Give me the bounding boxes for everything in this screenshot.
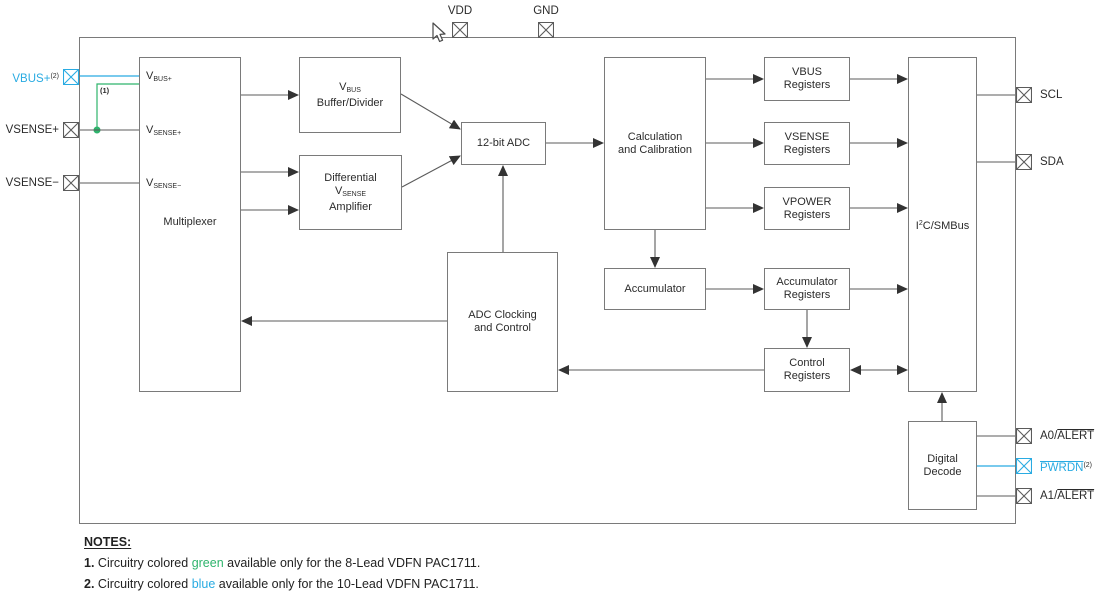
pin-label-a1-alert: A1/ALERT (1040, 490, 1095, 502)
block-vbus-buffer-divider: $V_{BUS}$ Buffer/Divider (299, 57, 401, 133)
pin-vbus-plus (63, 69, 79, 85)
block-vbus-registers: VBUS Registers (764, 57, 850, 101)
green-wire-note-ref: (1) (100, 86, 110, 95)
mux-input-vbus: $V_{BUS+}$ (146, 70, 172, 83)
pin-label-a0-alert: A0/ALERT (1040, 430, 1095, 442)
pin-a1-alert (1016, 488, 1032, 504)
pin-vsense-plus (63, 122, 79, 138)
pin-scl (1016, 87, 1032, 103)
pin-gnd (538, 22, 554, 38)
note-2: 2. Circuitry colored blue available only for the 10-Lead VDFN PAC1711. (84, 577, 479, 591)
block-multiplexer (139, 57, 241, 392)
pin-label-gnd: GND (533, 5, 559, 17)
pin-label-vdd: VDD (447, 5, 473, 17)
multiplexer-label: Multiplexer (163, 216, 217, 228)
pin-pwrdn (1016, 458, 1032, 474)
block-calculation-calibration: Calculation and Calibration (604, 57, 706, 230)
pin-label-vbus-plus: VBUS+$^{(2)}$ (12, 73, 59, 85)
mux-input-vsense-plus: $V_{SENSE+}$ (146, 124, 182, 137)
pin-sda (1016, 154, 1032, 170)
block-i2c-smbus: $I^2C$/SMBus (908, 57, 977, 392)
note-1: 1. Circuitry colored green available only for the 8-Lead VDFN PAC1711. (84, 556, 481, 570)
block-accumulator-registers: Accumulator Registers (764, 268, 850, 310)
block-control-registers: Control Registers (764, 348, 850, 392)
block-differential-vsense-amplifier: Differential $V_{SENSE}$ Amplifier (299, 155, 402, 230)
pin-vdd (452, 22, 468, 38)
block-digital-decode: Digital Decode (908, 421, 977, 510)
pin-label-scl: SCL (1040, 89, 1063, 101)
pin-label-sda: SDA (1040, 156, 1064, 168)
block-vpower-registers: VPOWER Registers (764, 187, 850, 230)
pin-label-vsense-minus: VSENSE− (5, 177, 59, 189)
pin-label-pwrdn: PWRDN$^{(2)}$ (1040, 462, 1093, 474)
pin-label-vsense-plus: VSENSE+ (5, 124, 59, 136)
block-accumulator: Accumulator (604, 268, 706, 310)
block-vsense-registers: VSENSE Registers (764, 122, 850, 165)
notes-section (84, 535, 480, 598)
notes-title: NOTES: (84, 535, 132, 549)
mouse-cursor-icon (431, 22, 449, 48)
pin-a0-alert (1016, 428, 1032, 444)
block-12bit-adc: 12-bit ADC (461, 122, 546, 165)
block-adc-clocking-control: ADC Clocking and Control (447, 252, 558, 392)
mux-input-vsense-minus: $V_{SENSE-}$ (146, 177, 182, 190)
pin-vsense-minus (63, 175, 79, 191)
